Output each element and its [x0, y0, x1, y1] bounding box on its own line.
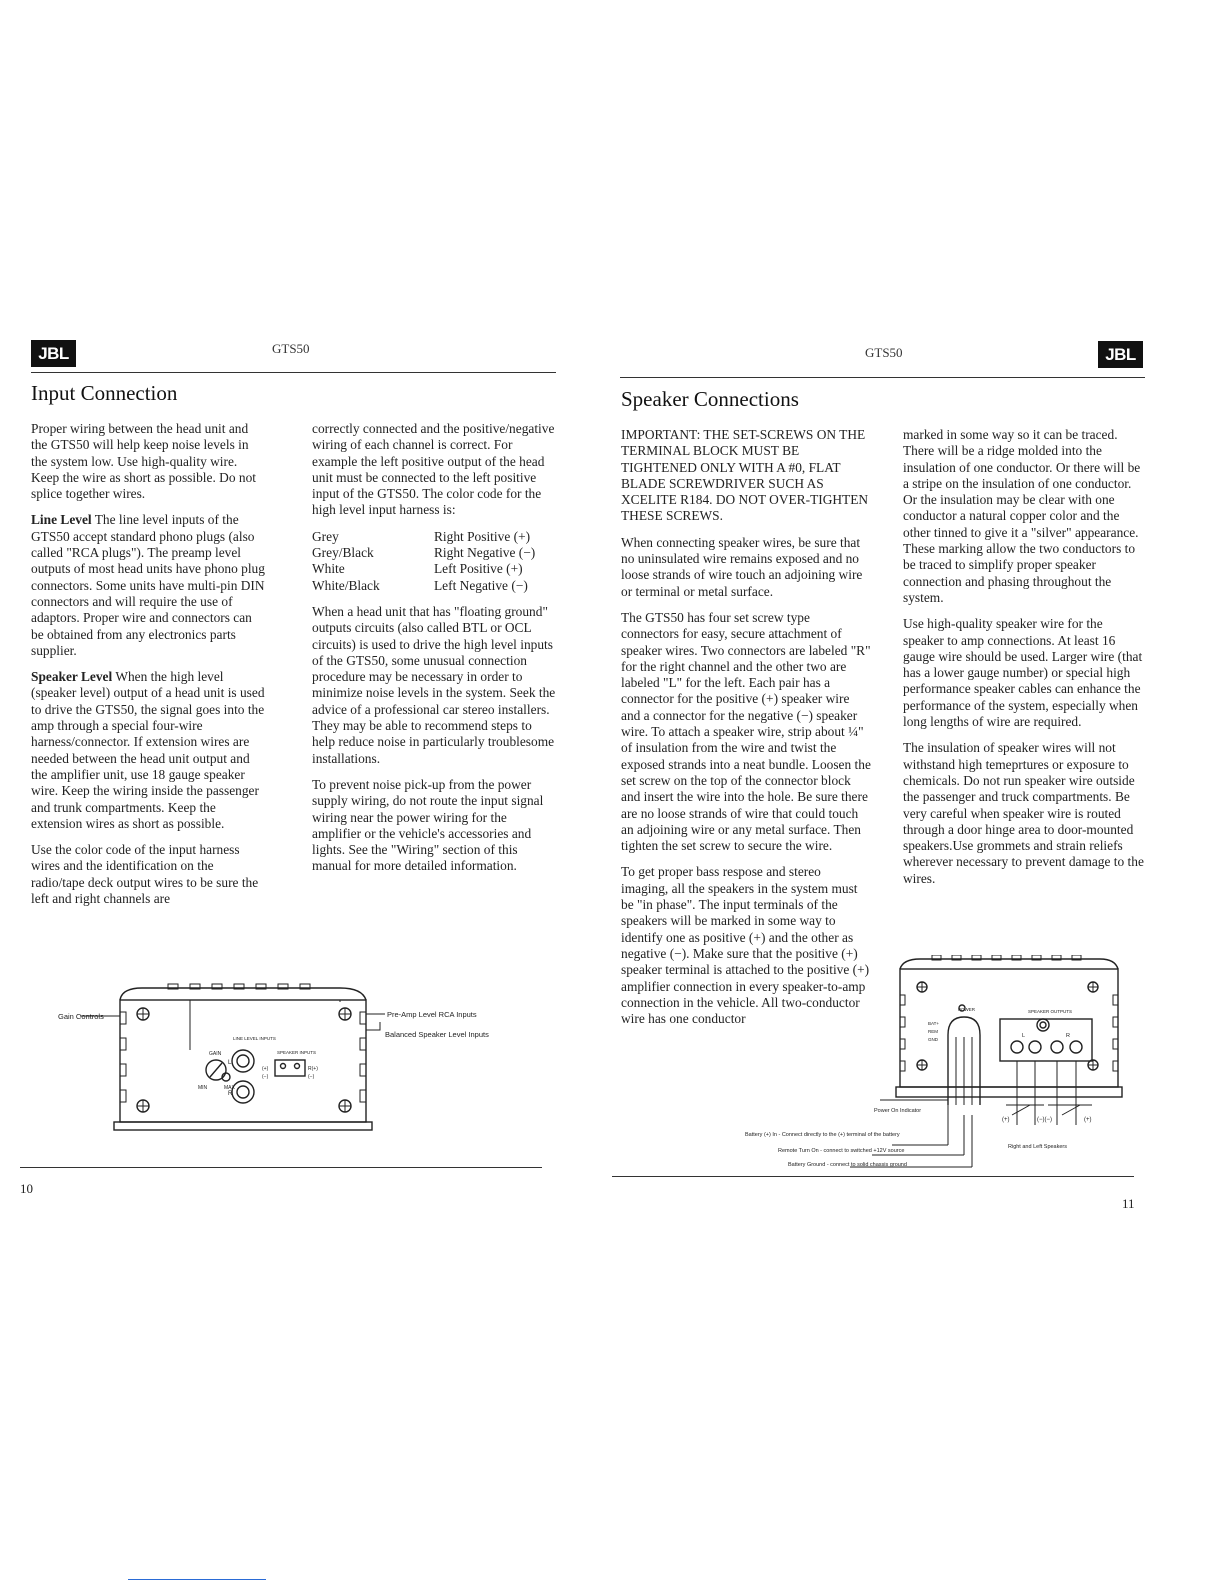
- set-screw-paragraph: The GTS50 has four set screw type connectors for easy, secure attachment of speaker wires. Two connectors are labeled "R" for the right channel and the other two are labeled "L" for the left. Each pair has a connector for the positive (+) speaker wire and a connector for the negative (−) speaker wire. To attach a speaker wire, strip about ¼" of insulation from the wire and twist the exposed strands into a neat bundle. Loosen the set screw on the top of the connector block and insert the wire into the hole. Be sure there are no loose strands of wire that could touch an adjoining wire or any metal surface. Then tighten the set screw to secure the wire.: [621, 609, 871, 854]
- left-plus-label: (+): [262, 1066, 269, 1072]
- gnd-terminal-label: GND: [928, 1037, 938, 1042]
- gain-label: GAIN: [209, 1051, 222, 1057]
- right-column-2: [903, 427, 1145, 897]
- table-row: [312, 529, 535, 545]
- table-row: [312, 578, 535, 594]
- header-rule-right: [620, 377, 1145, 378]
- floating-ground-paragraph: When a head unit that has "floating ground" outputs circuits (also called BTL or OCL circuits) is used to drive the high level inputs of the GTS50, some unusual connection procedure may be necessary in order to minimize noise levels in the system. Seek the advice of a professional car stereo installers. They may be able to recommend steps to help reduce noise in particularly troublesome installations.: [312, 603, 556, 766]
- input-panel-diagram: [50, 980, 520, 1140]
- harness-signal: Right Positive (+): [434, 528, 531, 544]
- harness-color-table: [312, 529, 535, 594]
- gain-controls-callout: Gain Controls: [58, 1012, 104, 1021]
- harness-color: White/Black: [312, 577, 380, 593]
- battery-ground-callout: Battery Ground - connect to solid chassis ground: [788, 1162, 907, 1168]
- harness-signal: Left Negative (−): [434, 577, 528, 593]
- right-channel-label: R: [228, 1091, 233, 1097]
- wire-quality-paragraph: Use high-quality speaker wire for the speaker to amp connections. At least 16 gauge wire should be used. Larger wire (that has a lower gauge number) or special high performance speaker cables can enhance the performance of the system, especially when long lengths of wire are required.: [903, 616, 1143, 730]
- harness-color: Grey/Black: [312, 545, 374, 561]
- left-minus-label: (−): [262, 1074, 269, 1080]
- harness-signal: Right Negative (−): [434, 545, 536, 561]
- selection-underline: [128, 1579, 266, 1580]
- min-label: MIN: [198, 1085, 208, 1091]
- phase-paragraph: To get proper bass respose and stereo imaging, all the speakers in the system must be "in phase". The input terminals of the speakers will be marked in some way to identify one as positive (+) and the other as negative (−). Make sure that the positive (+) speaker terminal is attached to the positive (+) amplifier connection in every speaker-to-amp connection in the vehicle. All two-conductor wire has one conductor: [621, 864, 870, 1027]
- line-level-lead: Line Level: [31, 512, 92, 528]
- insulation-paragraph: The insulation of speaker wires will not withstand high temeprtures or exposure to chemicals. Do not run speaker wire outside the passenger and truck compartments. Be very careful when speaker wire is routed through a door hinge area to door-mounted speakers.Use grommets and strain reliefs wherever necessary to prevent damage to the wires.: [903, 740, 1144, 886]
- left-speaker-plus-label: (+): [1002, 1117, 1010, 1123]
- harness-color: White: [312, 561, 345, 577]
- right-output-label: R: [1066, 1033, 1070, 1039]
- rem-terminal-label: REM: [928, 1029, 938, 1034]
- speakers-callout: Right and Left Speakers: [1008, 1144, 1068, 1150]
- remote-turn-on-callout: Remote Turn On - connect to switched +12V source: [778, 1148, 905, 1154]
- left-output-label: L: [1022, 1033, 1026, 1039]
- page-title-right: Speaker Connections: [621, 387, 799, 411]
- left-column-2: [312, 421, 556, 885]
- connecting-paragraph: When connecting speaker wires, be sure that no uninsulated wire remains exposed and no loose strands of wire touch an adjoining wire or terminal or metal surface.: [621, 534, 863, 599]
- power-led-label: POWER: [958, 1007, 976, 1012]
- bat-terminal-label: BAT+: [928, 1021, 940, 1026]
- output-panel-diagram: [700, 955, 1140, 1175]
- speaker-inputs-callout: Balanced Speaker Level Inputs: [385, 1030, 489, 1039]
- table-row: [312, 545, 535, 561]
- preamp-inputs-callout: Pre-Amp Level RCA Inputs: [387, 1010, 477, 1019]
- right-plus-label: R(+): [308, 1066, 318, 1072]
- right-speaker-plus-label: (+): [1084, 1117, 1092, 1123]
- continuation-paragraph: correctly connected and the positive/negative wiring of each channel is correct. For example the left positive output of the head unit must be connected to the left positive input of the GTS50. The color code for the high level input harness is:: [312, 421, 555, 518]
- jbl-logo-left: JBL: [31, 340, 76, 367]
- battery-in-callout: Battery (+) In - Connect directly to the (+) terminal of the battery: [745, 1132, 900, 1138]
- right-column-1: [621, 427, 871, 1037]
- power-on-indicator-callout: Power On Indicator: [874, 1108, 922, 1114]
- intro-paragraph: Proper wiring between the head unit and the GTS50 will help keep noise levels in the system low. Use high-quality wire. Keep the wire as short as possible. Do not splice together wires.: [31, 421, 256, 502]
- important-paragraph: IMPORTANT: THE SET-SCREWS ON THE TERMINAL BLOCK MUST BE TIGHTENED ONLY WITH A #0, FLAT BLADE SCREWDRIVER SUCH AS XCELITE R184. DO NOT OVER-TIGHTEN THESE SCREWS.: [621, 427, 869, 524]
- running-head-right: GTS50: [865, 345, 903, 360]
- right-minus-label: (−): [308, 1074, 315, 1080]
- speaker-minus-labels: (−)(−): [1037, 1117, 1052, 1123]
- speaker-level-lead: Speaker Level: [31, 669, 113, 685]
- left-column-1: [31, 421, 267, 917]
- line-level-paragraph: [31, 512, 267, 659]
- left-channel-label: L: [228, 1060, 232, 1066]
- marked-paragraph: marked in some way so it can be traced. There will be a ridge molded into the insulation of one conductor. Or there will be a stripe on the insulation of one conductor. Or the insulation may be clear with one conductor a natural copper color and the other tinned to give it a "silver" appearance. These marking allow the two conductors to be traced to simplify proper speaker connection and phasing throughout the system.: [903, 427, 1141, 605]
- color-code-paragraph: Use the color code of the input harness wires and the identification on the radio/tape deck output wires to be sure the left and right channels are: [31, 842, 259, 907]
- page-number-right: 11: [1122, 1196, 1135, 1211]
- noise-pickup-paragraph: To prevent noise pick-up from the power supply wiring, do not route the input signal wiring near the power wiring for the amplifier or the vehicle's accessories and lights. See the "Wiring" section of this manual for more detailed information.: [312, 776, 544, 874]
- speaker-level-paragraph: [31, 669, 267, 832]
- speaker-level-text: When the high level (speaker level) output of a head unit is used to drive the GTS50, the signal goes into the amp through a special four-wire harness/connector. If extension wires are needed between the head unit output and the amplifier unit, use 18 gauge speaker wire. Keep the wiring inside the passenger and trunk compartments. Keep the extension wires as short as possible.: [31, 669, 265, 831]
- jbl-logo-right: JBL: [1098, 341, 1143, 368]
- harness-color: Grey: [312, 528, 339, 544]
- footer-rule-left: [20, 1167, 542, 1168]
- line-level-text: The line level inputs of the GTS50 accept standard phono plugs (also called "RCA plugs"). The preamp level outputs of most head units have phono plug connectors. Some units have multi-pin DIN connectors and will require the use of adaptors. Proper wire and connectors can be obtained from any electronics parts supplier.: [31, 512, 265, 658]
- running-head-left: GTS50: [272, 341, 310, 356]
- page-title-left: Input Connection: [31, 381, 178, 405]
- table-row: [312, 561, 535, 577]
- speaker-outputs-label: SPEAKER OUTPUTS: [1028, 1009, 1073, 1014]
- speaker-inputs-label: SPEAKER INPUTS: [277, 1050, 317, 1055]
- max-label: MAX: [224, 1085, 235, 1091]
- harness-signal: Left Positive (+): [434, 561, 523, 577]
- header-rule-left: [31, 372, 556, 373]
- line-level-inputs-label: LINE LEVEL INPUTS: [233, 1036, 276, 1041]
- page-number-left: 10: [20, 1181, 33, 1196]
- footer-rule-right: [612, 1176, 1134, 1177]
